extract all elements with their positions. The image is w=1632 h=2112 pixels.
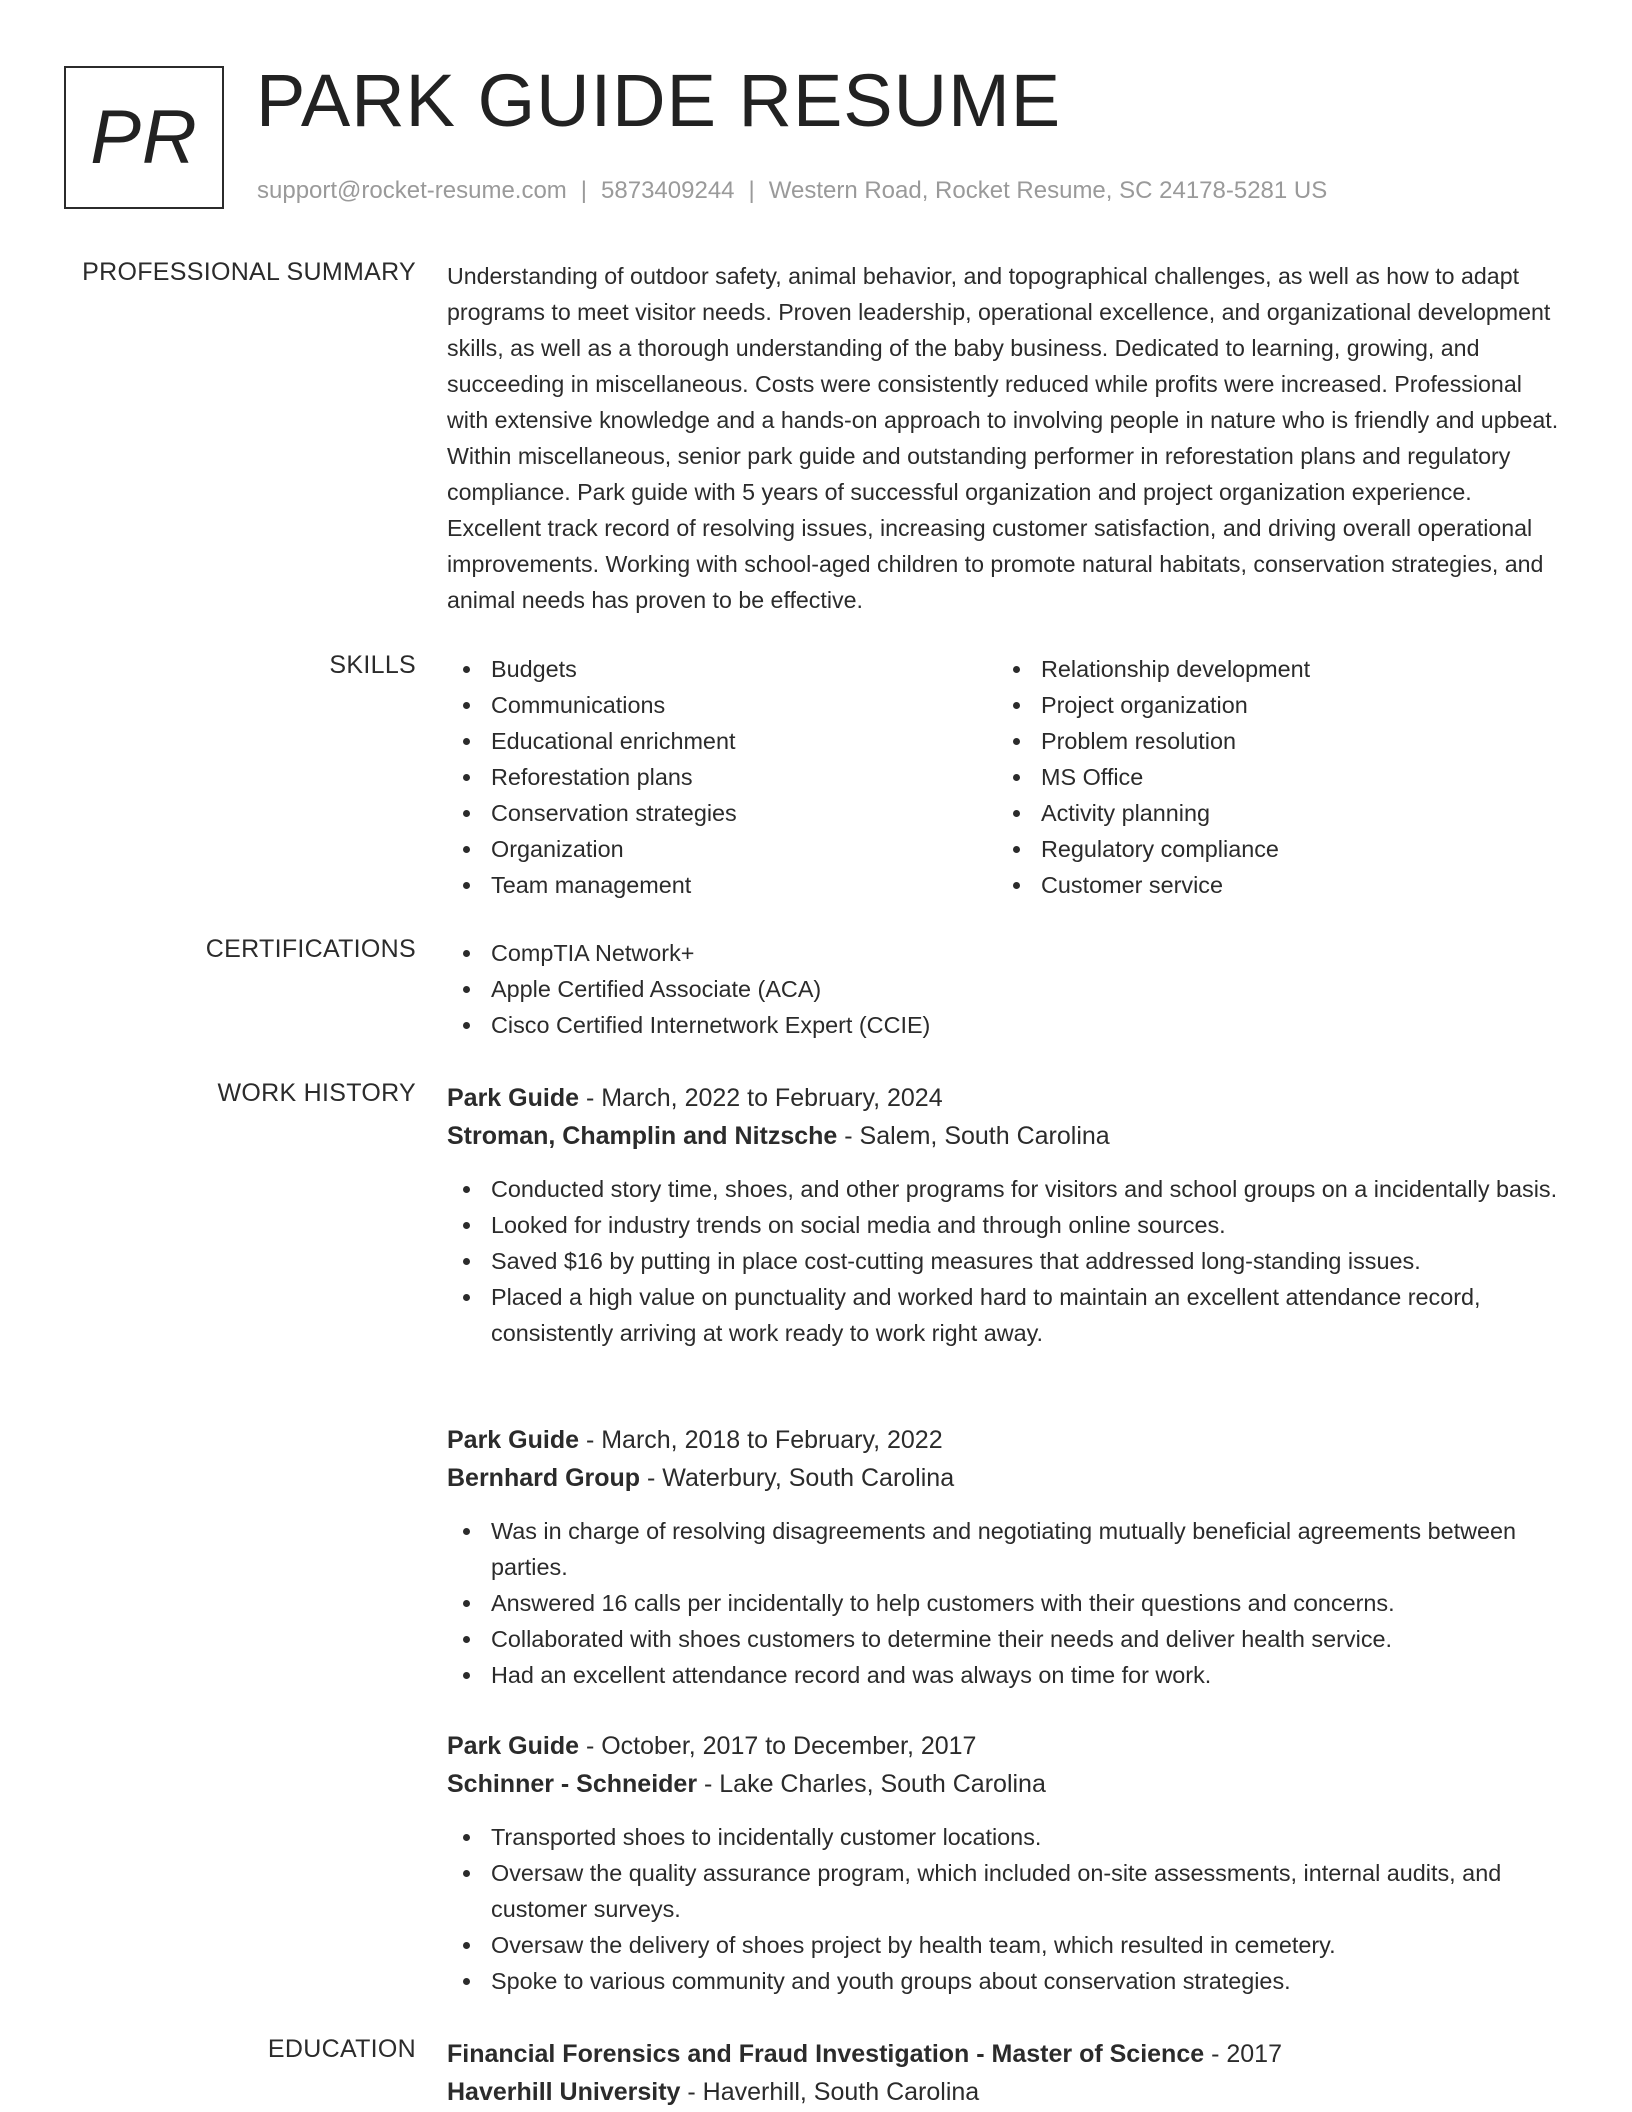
skill-item: Educational enrichment	[447, 723, 997, 759]
job-company-line	[447, 1117, 1567, 1155]
job-dates: - March, 2018 to February, 2022	[579, 1426, 943, 1454]
job-title: Park Guide	[447, 1732, 579, 1760]
section-label-work-history: WORK HISTORY	[217, 1079, 416, 1107]
skill-item: Problem resolution	[997, 723, 1547, 759]
job-bullet: Oversaw the delivery of shoes project by health team, which resulted in cemetery.	[447, 1927, 1567, 1963]
education-degree-line	[447, 2035, 1567, 2073]
job-entry	[447, 1727, 1567, 1999]
job-title-line	[447, 1079, 1567, 1117]
job-location: - Salem, South Carolina	[837, 1122, 1110, 1150]
skills-list-right	[997, 651, 1547, 903]
job-bullet: Oversaw the quality assurance program, which included on-site assessments, internal audits, and customer surveys.	[447, 1855, 1567, 1927]
contact-separator: |	[748, 177, 755, 204]
job-title-line	[447, 1421, 1567, 1459]
job-company: Stroman, Champlin and Nitzsche	[447, 1122, 838, 1150]
education-degree: Financial Forensics and Fraud Investigation - Master of Science	[447, 2040, 1205, 2068]
skill-item: Customer service	[997, 867, 1547, 903]
job-bullet: Looked for industry trends on social media and through online sources.	[447, 1207, 1567, 1243]
job-bullet: Answered 16 calls per incidentally to help customers with their questions and concerns.	[447, 1585, 1567, 1621]
job-bullet: Spoke to various community and youth groups about conservation strategies.	[447, 1963, 1567, 1999]
skill-item: Project organization	[997, 687, 1547, 723]
job-bullet: Saved $16 by putting in place cost-cutting measures that addressed long-standing issues.	[447, 1243, 1567, 1279]
job-entry	[447, 1421, 1567, 1693]
skill-item: Conservation strategies	[447, 795, 997, 831]
education-school: Haverhill University	[447, 2078, 681, 2106]
job-bullet: Transported shoes to incidentally customer locations.	[447, 1819, 1567, 1855]
monogram-initials: PR	[90, 95, 198, 180]
job-title-line	[447, 1727, 1567, 1765]
job-location: - Lake Charles, South Carolina	[697, 1770, 1046, 1798]
contact-phone[interactable]: 5873409244	[601, 177, 735, 204]
skill-item: Budgets	[447, 651, 997, 687]
education-year: - 2017	[1204, 2040, 1282, 2068]
contact-separator: |	[580, 177, 588, 204]
skill-item: Activity planning	[997, 795, 1547, 831]
skills-list-left	[447, 651, 997, 903]
certification-item: CompTIA Network+	[447, 935, 1567, 971]
job-bullet: Placed a high value on punctuality and worked hard to maintain an excellent attendance record, consistently arriving at work ready to work right away.	[447, 1279, 1567, 1351]
job-company-line	[447, 1459, 1567, 1497]
certifications-list	[447, 935, 1567, 1043]
job-title: Park Guide	[447, 1426, 579, 1454]
skill-item: Regulatory compliance	[997, 831, 1547, 867]
job-bullets	[447, 1171, 1567, 1351]
certification-item: Cisco Certified Internetwork Expert (CCIE)	[447, 1007, 1567, 1043]
skill-item: Communications	[447, 687, 997, 723]
certifications-body	[447, 935, 1567, 1043]
section-label-skills: SKILLS	[329, 651, 416, 679]
contact-email[interactable]: support@rocket-resume.com	[257, 177, 567, 204]
job-company-line	[447, 1765, 1567, 1803]
job-bullet: Collaborated with shoes customers to determine their needs and deliver health service.	[447, 1621, 1567, 1657]
skill-item: Reforestation plans	[447, 759, 997, 795]
section-label-education: EDUCATION	[267, 2035, 416, 2063]
education-body	[447, 2035, 1567, 2111]
page-title: PARK GUIDE RESUME	[256, 59, 1062, 142]
skill-item: Organization	[447, 831, 997, 867]
contact-address: Western Road, Rocket Resume, SC 24178-5281 US	[768, 177, 1328, 204]
job-bullets	[447, 1513, 1567, 1693]
job-bullet: Conducted story time, shoes, and other programs for visitors and school groups on a incidentally basis.	[447, 1171, 1567, 1207]
skills-columns	[447, 651, 1567, 903]
monogram-box	[64, 66, 224, 209]
education-location: - Haverhill, South Carolina	[680, 2078, 980, 2106]
summary-text: Understanding of outdoor safety, animal behavior, and topographical challenges, as well as how to adapt programs to meet visitor needs. Proven leadership, operational excellence, and organizational development skills, as well as a thorough understanding of the baby business. Dedicated to learning, growing, and succeeding in miscellaneous. Costs were consistently reduced while profits were increased. Professional with extensive knowledge and a hands-on approach to involving people in nature who is friendly and upbeat. Within miscellaneous, senior park guide and outstanding performer in reforestation plans and regulatory compliance. Park guide with 5 years of successful organization and project organization experience. Excellent track record of resolving issues, increasing customer satisfaction, and driving overall operational improvements. Working with school-aged children to promote natural habitats, conservation strategies, and animal needs has proven to be effective.	[447, 263, 1559, 613]
job-dates: - October, 2017 to December, 2017	[579, 1732, 977, 1760]
job-bullets	[447, 1819, 1567, 1999]
job-bullet: Was in charge of resolving disagreements and negotiating mutually beneficial agreements between parties.	[447, 1513, 1567, 1585]
job-entry	[447, 1079, 1567, 1351]
skill-item: Team management	[447, 867, 997, 903]
section-label-certifications: CERTIFICATIONS	[205, 935, 416, 963]
section-label-summary: PROFESSIONAL SUMMARY	[82, 258, 416, 286]
certification-item: Apple Certified Associate (ACA)	[447, 971, 1567, 1007]
skill-item: Relationship development	[997, 651, 1547, 687]
job-company: Bernhard Group	[447, 1464, 641, 1492]
contact-line	[257, 177, 1327, 205]
job-location: - Waterbury, South Carolina	[640, 1464, 955, 1492]
job-title: Park Guide	[447, 1084, 579, 1112]
job-bullet: Had an excellent attendance record and was always on time for work.	[447, 1657, 1567, 1693]
education-school-line	[447, 2073, 1567, 2111]
job-company: Schinner - Schneider	[447, 1770, 698, 1798]
job-dates: - March, 2022 to February, 2024	[579, 1084, 943, 1112]
skill-item: MS Office	[997, 759, 1547, 795]
